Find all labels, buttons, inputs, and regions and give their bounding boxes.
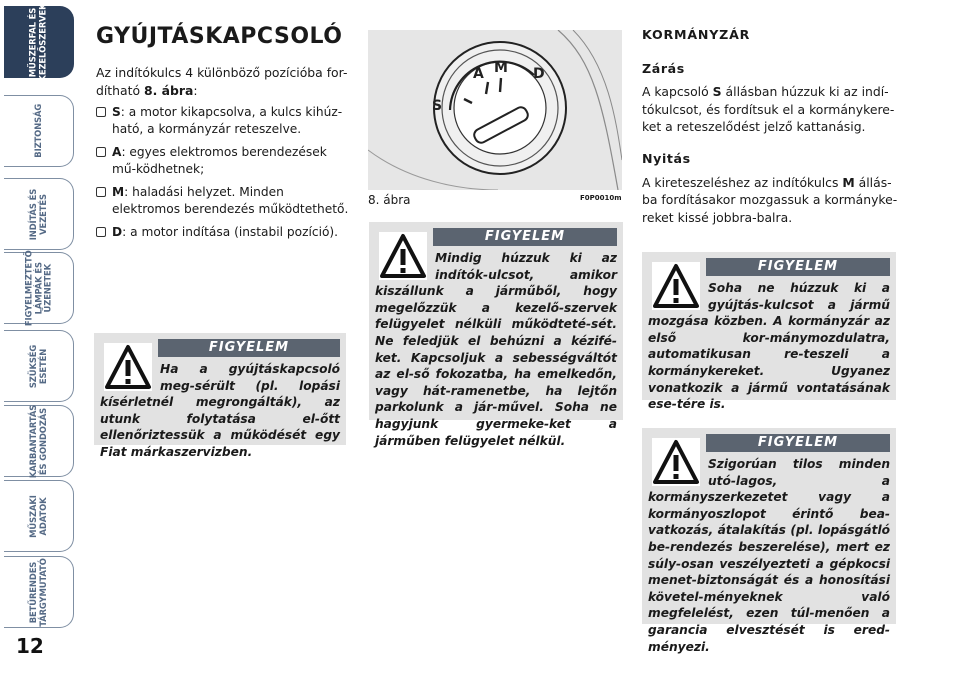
position-text: : a motor indítása (instabil pozíció). [122, 225, 339, 239]
intro-text: Az indítókulcs 4 különböző pozícióba for-dítható [96, 65, 348, 98]
section-heading: KORMÁNYZÁR [642, 27, 751, 42]
tab-label: SZÜKSÉG ESETÉN [27, 344, 48, 388]
position-text: : a motor kikapcsolva, a kulcs kihúz-ható, a kormányzár reteszelve. [112, 105, 343, 136]
position-key: M [842, 174, 855, 190]
warning-heading: FIGYELEM [706, 434, 890, 452]
tab-muszaki[interactable] [4, 480, 74, 552]
tab-label: FIGYELMEZTETŐ LÁMPÁK ÉS ÜZENETEK [23, 250, 53, 326]
list-item [96, 224, 350, 241]
list-item [96, 104, 350, 138]
tab-label: MŰSZAKI ADATOK [27, 494, 48, 538]
warning-text [375, 250, 617, 449]
label-m: M [494, 60, 508, 76]
position-key: S [112, 105, 121, 119]
tab-biztonsag[interactable] [4, 95, 74, 167]
warning-heading: FIGYELEM [706, 258, 890, 276]
position-key: A [112, 145, 122, 159]
position-key: D [112, 225, 123, 239]
figure-reference: 8. ábra [144, 83, 194, 98]
tab-inditas[interactable] [4, 178, 74, 250]
intro-end: : [193, 83, 198, 98]
intro-paragraph [96, 64, 350, 100]
tab-label: KARBANTARTÁS ÉS GONDOZÁS [28, 404, 48, 478]
tab-label: BETŰRENDES TÁRGYMUTATÓ [27, 557, 48, 627]
warning-box [94, 333, 346, 459]
position-text: : haladási helyzet. Minden elektromos berendezés működtethető. [112, 185, 349, 216]
position-key: M [112, 185, 125, 199]
position-key: S [712, 84, 722, 100]
warning-text [100, 361, 340, 461]
steering-lock-section [642, 26, 898, 226]
unlock-text: A kireteszeléshez az indítókulcs [642, 174, 843, 190]
checkbox-bullet-icon [96, 187, 106, 197]
warning-body: Ha a gyújtáskapcsoló meg-sérült (pl. lopási kísérletnél megrongálták), az utunk folytatása el-őtt ellenőriztessük a működését egy Fiat márkaszervizben. [100, 362, 340, 459]
warning-heading: FIGYELEM [158, 339, 340, 357]
label-s: S [432, 98, 443, 114]
figure-code: F0P0010m [580, 194, 622, 202]
tab-muszerfal[interactable] [4, 2, 74, 82]
section-tabs [0, 0, 76, 677]
subheading-unlock: Nyitás [642, 150, 691, 166]
tab-szukseg[interactable] [4, 330, 74, 402]
list-item [96, 144, 350, 178]
tab-karbantartas[interactable] [4, 405, 74, 477]
label-d: D [533, 66, 545, 82]
page-number: 12 [16, 634, 44, 658]
unlock-paragraph [642, 174, 898, 227]
figure-caption: 8. ábra [368, 193, 411, 207]
warning-box [642, 252, 896, 412]
tab-label: MŰSZERFAL ÉS KEZELŐSZERVEK [28, 2, 48, 82]
position-list [96, 104, 350, 247]
checkbox-bullet-icon [96, 147, 106, 157]
warning-body: Mindig húzzuk ki az indítók-ulcsot, amikor kiszállunk a járműből, hogy megelőzzük a kezelő-szervek felügyelet nélküli működteté-sét. Ne feledjük el behúzni a kézifé-ket. Kapcsoljuk a sebességváltót az el-ső fokozatba, ha emelkedőn, vagy hát-ramenetbe, ha lejtőn parkolunk a jár-művel. Soha ne hagyjunk gyermeke-ket a járműben felügyelet nélkül. [375, 251, 617, 448]
warning-body: Szigorúan tilos minden utó-lagos, a kormányszerkezetet vagy a kormányoszlopot érintő bea-vatkozás, átalakítás (pl. lopásgátló be-rendezés beszerelése), mert ez súly-osan veszélyezteti a gépkocsi menet-biztonságát és a honosítási követel-ményeknek való megfelelést, ezen túl-menően a garancia elvesztését is ered-ményezi. [648, 457, 890, 654]
warning-text [648, 456, 890, 655]
subheading-lock: Zárás [642, 60, 685, 76]
label-a: A [473, 66, 484, 82]
position-text: : egyes elektromos berendezések mű-ködhetnek; [112, 145, 327, 176]
unlock-text-end: állás-ba fordításakor mozgassuk a kormányke-reket kissé jobbra-balra. [642, 174, 898, 225]
checkbox-bullet-icon [96, 107, 106, 117]
warning-box [369, 222, 623, 448]
lock-text: A kapcsoló [642, 84, 713, 100]
lock-paragraph [642, 83, 898, 136]
list-item [96, 184, 350, 218]
warning-text [648, 280, 890, 413]
lock-text-end: állásban húzzuk ki az indí-tókulcsot, és fordítsuk el a kormánykere-ket a reteszelődést jelző kattanásig. [642, 84, 895, 135]
page-title: GYÚJTÁSKAPCSOLÓ [96, 24, 343, 49]
checkbox-bullet-icon [96, 227, 106, 237]
tab-label: BIZTONSÁG [32, 104, 43, 158]
ignition-switch-figure [368, 30, 622, 190]
warning-box [642, 428, 896, 654]
warning-body: Soha ne húzzuk ki a gyújtás-kulcsot a jármű mozgása közben. A kormányzár az első kor-mánymozdulatra, automatikusan re-teszeli a kormánykereket. Ugyanez vonatkozik a jármű vontatásának ese-tére is. [648, 281, 890, 412]
tab-label: INDÍTÁS ÉS VEZETÉS [28, 188, 48, 240]
tab-figyelmezteto[interactable] [4, 252, 74, 324]
tab-betrendes[interactable] [4, 556, 74, 628]
warning-heading: FIGYELEM [433, 228, 617, 246]
